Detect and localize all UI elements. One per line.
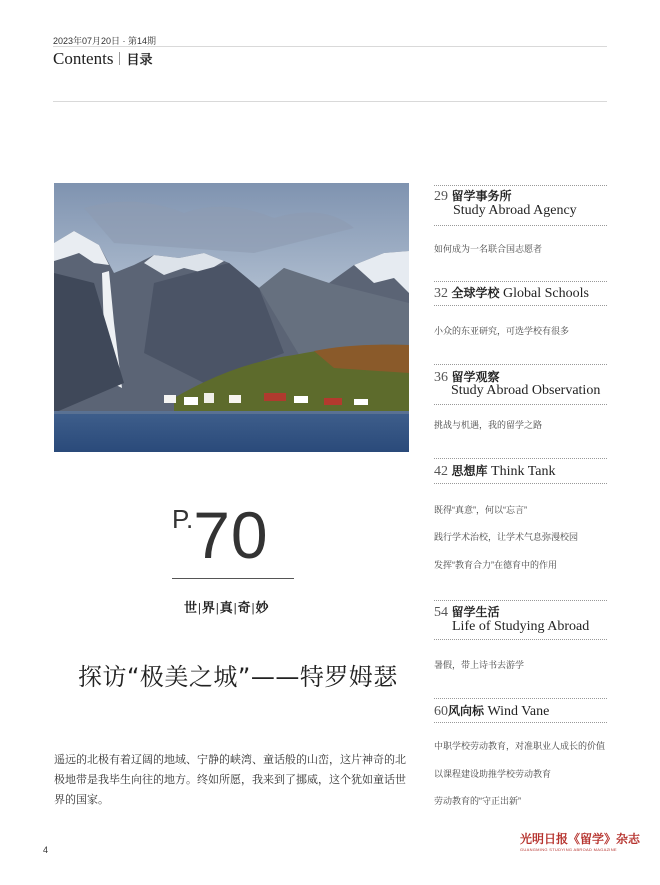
feature-page-number [172, 498, 269, 572]
page-value: 70 [193, 498, 269, 572]
toc-section-cn: 留学事务所 [451, 189, 512, 203]
toc-entry-42[interactable] [434, 462, 556, 480]
issue-date: 2023年07月20日 · 第14期 [53, 36, 157, 46]
toc-section-en: Wind Vane [487, 704, 550, 719]
page-number-underline [172, 578, 294, 579]
toc-divider [434, 458, 607, 459]
toc-number: 29 [434, 189, 448, 204]
toc-section-en: Think Tank [491, 464, 556, 479]
toc-article[interactable]: 中职学校劳动教育，对准职业人成长的价值 [434, 741, 606, 751]
toc-section-en: Life of Studying Abroad [452, 619, 590, 634]
header-divider [53, 46, 607, 47]
toc-article[interactable]: 以课程建设助推学校劳动教育 [434, 769, 552, 779]
toc-number: 36 [434, 370, 448, 385]
toc-section-cn: 留学观察 [451, 370, 500, 384]
toc-divider [434, 698, 607, 699]
toc-number: 60 [434, 704, 448, 719]
toc-article[interactable]: 如何成为一名联合国志愿者 [434, 244, 543, 254]
toc-divider [434, 639, 607, 640]
toc-article[interactable]: 发挥“教育合力”在德育中的作用 [434, 560, 557, 570]
toc-article[interactable]: 挑战与机遇，我的留学之路 [434, 420, 543, 430]
toc-divider [434, 225, 607, 226]
toc-number: 54 [434, 605, 448, 620]
feature-headline[interactable]: 探访“极美之城”——特罗姆瑟 [78, 663, 398, 691]
contents-title-en: Contents [53, 49, 114, 68]
toc-divider [434, 600, 607, 601]
fjord-photo [54, 183, 409, 452]
toc-section-en: Study Abroad Agency [453, 203, 577, 218]
toc-number: 42 [434, 464, 448, 479]
header-bottom-divider [53, 101, 607, 102]
toc-entry-32[interactable] [434, 284, 589, 302]
feature-body: 遥远的北极有着辽阔的地域、宁静的峡湾、童话般的山峦，这片神奇的北极地带是我毕生向往的地方。终如所愿，我来到了挪威，这个犹如童话世界的国家。 [54, 754, 406, 806]
toc-article[interactable]: 小众的东亚研究，可选学校有很多 [434, 326, 570, 336]
toc-article[interactable]: 既得“真意”，何以“忘言” [434, 505, 527, 515]
toc-divider [434, 364, 607, 365]
toc-section-cn: 思想库 [451, 464, 488, 478]
toc-section-cn: 全球学校 [451, 286, 500, 300]
toc-divider [434, 185, 607, 186]
page-prefix: P. [172, 504, 194, 534]
toc-entry-60[interactable] [434, 702, 549, 720]
toc-section-cn: 留学生活 [451, 605, 500, 619]
title-separator [119, 52, 120, 65]
logo-subtitle: GUANGMING STUDYING ABROAD MAGAZINE [520, 847, 617, 852]
toc-divider [434, 305, 607, 306]
toc-section-cn: 风向标 [448, 704, 485, 718]
toc-section-en: Global Schools [503, 286, 589, 301]
logo-text: 光明日报《留学》杂志 [520, 832, 641, 846]
toc-section-en: Study Abroad Observation [451, 383, 601, 398]
toc-divider [434, 722, 607, 723]
toc-article[interactable]: 暑假，带上诗书去游学 [434, 660, 525, 670]
contents-title-cn: 目录 [126, 52, 153, 67]
toc-divider [434, 404, 607, 405]
toc-number: 32 [434, 286, 448, 301]
toc-article[interactable]: 劳动教育的“守正出新” [434, 796, 521, 806]
toc-divider [434, 281, 607, 282]
toc-divider [434, 483, 607, 484]
feature-section-name: 世|界|真|奇|妙 [184, 600, 270, 615]
contents-title [53, 49, 152, 69]
page-number: 4 [43, 845, 49, 855]
magazine-logo [520, 830, 640, 852]
toc-article[interactable]: 践行学术治校，让学术气息弥漫校园 [434, 532, 579, 542]
